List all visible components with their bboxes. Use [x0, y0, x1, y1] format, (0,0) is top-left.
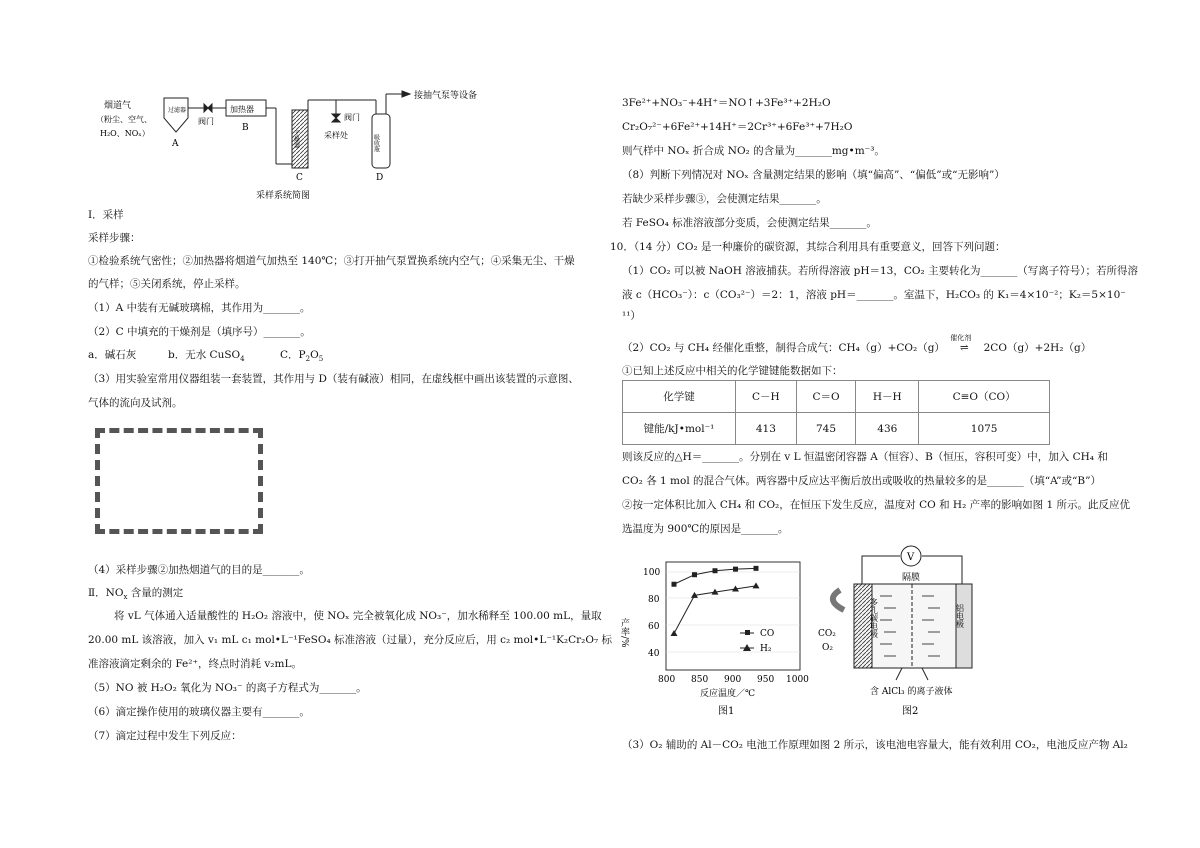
equation-1: 3Fe²⁺+NO₃⁻+4H⁺＝NO↑+3Fe³⁺+2H₂O — [622, 97, 831, 109]
figure-1-chart — [619, 562, 809, 717]
fig1-ylabel: 产率/% — [619, 618, 629, 648]
question-10-1-line-3: ¹¹） — [622, 310, 641, 322]
fig1-ytick: 80 — [648, 595, 660, 605]
question-8a: 若缺少采样步骤③，会使测定结果_______。 — [622, 193, 827, 205]
question-8: （8）判断下列情况对 NOₓ 含量测定结果的影响（填“偏高”、“偏低”或“无影响”） — [622, 169, 1005, 181]
voltmeter-label: V — [907, 552, 915, 563]
equation-2: Cr₂O₇²⁻+6Fe²⁺+14H⁺＝2Cr³⁺+6Fe³⁺+7H₂O — [622, 121, 853, 133]
label-A: A — [172, 139, 179, 149]
steps-line-2: 的气样；⑤关闭系统，停止采样。 — [88, 278, 246, 290]
table-header-energy: 键能/kJ•mol⁻¹ — [623, 413, 736, 445]
section-2-heading: Ⅱ．$NO_x$ 含量的测定 — [88, 587, 184, 602]
question-4: （4）采样步骤②加热烟道气的目的是_______。 — [88, 564, 310, 576]
data-point-co — [672, 582, 677, 587]
section-1-heading: Ⅰ．采样 — [88, 209, 124, 221]
question-2-option-c: C．$P_2O_5$ — [280, 349, 324, 364]
table-bond-hh: H－H — [856, 381, 919, 413]
figures — [619, 540, 1042, 722]
question-10-1-line-1: （1）CO₂ 可以被 NaOH 溶液捕获。若所得溶液 pH＝13，CO₂ 主要转化为_______（写离子符号）；若所得溶 — [622, 265, 1139, 277]
question-2: （2）C 中填充的干燥剂是（填序号）_______。 — [88, 326, 311, 338]
question-10-1-line-2: 液 c（HCO₃⁻）：c（CO₃²⁻）＝2：1，溶液 pH＝_______。室温下，H₂CO₃ 的 K₁＝4×10⁻²；K₂＝5×10⁻ — [622, 289, 1126, 301]
membrane-label: 隔膜 — [902, 573, 921, 583]
table-row — [623, 413, 1050, 445]
question-10: 10．（14 分）CO₂ 是一种廉价的碳资源，其综合利用具有重要意义，回答下列问题： — [610, 241, 1006, 253]
question-10-3: （3）O₂ 辅助的 Al－CO₂ 电池工作原理如图 2 所示，该电池电容量大，能有效利用 CO₂，电池反应产物 Al₂ — [622, 739, 1128, 751]
question-10-2: （2）CO₂ 与 CH₄ 经催化重整，制得合成气：CH₄（g）+CO₂（g） 催化剂 ⇌ 2CO（g）+2H₂（g） — [622, 341, 1091, 355]
label-heater: 加热器 — [230, 105, 254, 114]
label-B: B — [242, 123, 249, 133]
question-1: （1）A 中装有无碱玻璃棉，其作用为_______。 — [88, 302, 311, 314]
table-bond-ch: C－H — [736, 381, 797, 413]
data-point-co — [754, 566, 759, 571]
fig1-xtick: 950 — [757, 675, 775, 685]
table-value-hh: 436 — [856, 413, 919, 445]
procedure-line-2: 20.00 mL 该溶液，加入 v₁ mL c₁ mol•L⁻¹FeSO₄ 标准溶液（过量），充分反应后，用 c₂ mol•L⁻¹K₂Cr₂O₇ 标 — [88, 634, 613, 646]
fig1-ytick: 100 — [643, 568, 661, 578]
figure-2-battery — [818, 546, 972, 717]
question-10-2-table-intro: ①已知上述反应中相关的化学键键能数据如下： — [622, 365, 843, 377]
fig1-xtick: 1000 — [786, 675, 809, 685]
gas-in-co2: CO₂ — [818, 629, 836, 639]
al-electrode-label: 铝电极 — [955, 604, 965, 628]
fig1-xlabel: 反应温度／℃ — [700, 689, 756, 699]
fig1-caption: 图1 — [718, 706, 735, 717]
table-bond-co-double: C＝O — [796, 381, 856, 413]
question-10-2-line-d: 则该反应的△H＝_______。分别在 v L 恒温密闭容器 A（恒容）、B（恒压，容积可变）中，加入 CH₄ 和 — [622, 451, 1108, 463]
question-10-2-line-e: CO₂ 各 1 mol 的混合气体。两容器中反应达平衡后放出或吸收的热量较多的是_______（填“A”或“B”） — [622, 475, 1101, 487]
data-point-co — [713, 568, 718, 573]
porous-electrode-label: 多孔碳电极 — [869, 598, 879, 638]
procedure-line-1: 将 vL 气体通入适量酸性的 H₂O₂ 溶液中，使 NOₓ 完全被氧化成 NO₃⁻，加水稀释至 100.00 mL，量取 — [114, 610, 602, 622]
label-dryer: 干燥器 — [292, 130, 300, 148]
table-value-co-triple: 1075 — [919, 413, 1050, 445]
label-flue-gas: 烟道气 — [104, 101, 132, 111]
fig1-legend-co: CO — [760, 629, 775, 639]
bond-energy-table — [622, 380, 1050, 445]
fig1-ytick: 40 — [648, 649, 660, 659]
fig1-ytick: 60 — [648, 622, 660, 632]
fig1-xtick: 800 — [658, 675, 676, 685]
table-bond-co-triple: C≡O（CO） — [919, 381, 1050, 413]
label-C: C — [296, 173, 303, 183]
question-8b: 若 FeSO₄ 标准溶液部分变质，会使测定结果_______。 — [622, 217, 877, 229]
table-value-ch: 413 — [736, 413, 797, 445]
data-point-h2 — [753, 582, 760, 588]
table-row — [623, 381, 1050, 413]
label-to-pump: 接抽气泵等设备 — [414, 91, 478, 101]
fig1-xtick: 900 — [724, 675, 742, 685]
ionic-liquid-label: 含 AlCl₃ 的离子液体 — [870, 687, 953, 697]
table-header-bond: 化学键 — [623, 381, 736, 413]
question-3-line-1: （3）用实验室常用仪器组装一套装置，其作用与 D（装有碱液）相同，在虚线框中画出该装置的示意图、 — [88, 373, 579, 385]
label-absorber: 吸收瓶 — [372, 134, 380, 152]
question-5: （5）NO 被 H₂O₂ 氧化为 NO₃⁻ 的离子方程式为_______。 — [88, 682, 367, 694]
question-10-2-line-f: ②按一定体积比加入 CH₄ 和 CO₂，在恒压下发生反应，温度对 CO 和 H₂ 产率的影响如图 1 所示。此反应优 — [622, 499, 1130, 511]
label-D: D — [376, 173, 384, 183]
steps-title: 采样步骤： — [88, 232, 141, 244]
gas-in-o2: O₂ — [822, 643, 833, 653]
question-2-option-a: a．碱石灰 — [88, 349, 137, 361]
steps-line-1: ①检验系统气密性；②加热器将烟道气加热至 140℃；③打开抽气泵置换系统内空气；④采集无尘、干燥 — [88, 255, 575, 267]
drawing-answer-box — [95, 428, 263, 534]
nox-content-question: 则气样中 NOₓ 折合成 NO₂ 的含量为_______mg•m⁻³。 — [622, 145, 885, 157]
question-3-line-2: 气体的流向及试剂。 — [88, 397, 183, 409]
fig1-xtick: 850 — [691, 675, 709, 685]
sampling-system-diagram — [96, 90, 516, 205]
label-valve2: 阀门 — [344, 113, 360, 122]
fig1-legend-h2: H₂ — [760, 644, 772, 654]
data-point-co — [733, 567, 738, 572]
question-7: （7）滴定过程中发生下列反应： — [88, 730, 242, 742]
label-filter: 过滤器 — [168, 107, 187, 114]
question-6: （6）滴定操作使用的玻璃仪器主要有_______。 — [88, 706, 310, 718]
procedure-line-3: 准溶液滴定剩余的 Fe²⁺，终点时消耗 v₂mL。 — [88, 658, 302, 670]
catalyst-label: 催化剂 — [950, 334, 972, 342]
table-value-co-double: 745 — [796, 413, 856, 445]
label-flue-gas-comp1: （粉尘、空气、 — [96, 115, 152, 124]
question-10-2-line-g: 选温度为 900℃的原因是_______。 — [622, 523, 789, 535]
label-flue-gas-comp2: H₂O、NOₓ） — [100, 129, 150, 138]
label-valve: 阀门 — [198, 117, 214, 126]
question-2-option-b: b．无水 CuSO$_4$ — [168, 349, 245, 364]
fig2-caption: 图2 — [902, 706, 919, 717]
data-point-h2 — [671, 630, 678, 636]
data-point-co — [692, 572, 697, 577]
diagram-caption: 采样系统简图 — [256, 191, 311, 201]
label-sample-point: 采样处 — [324, 131, 348, 140]
